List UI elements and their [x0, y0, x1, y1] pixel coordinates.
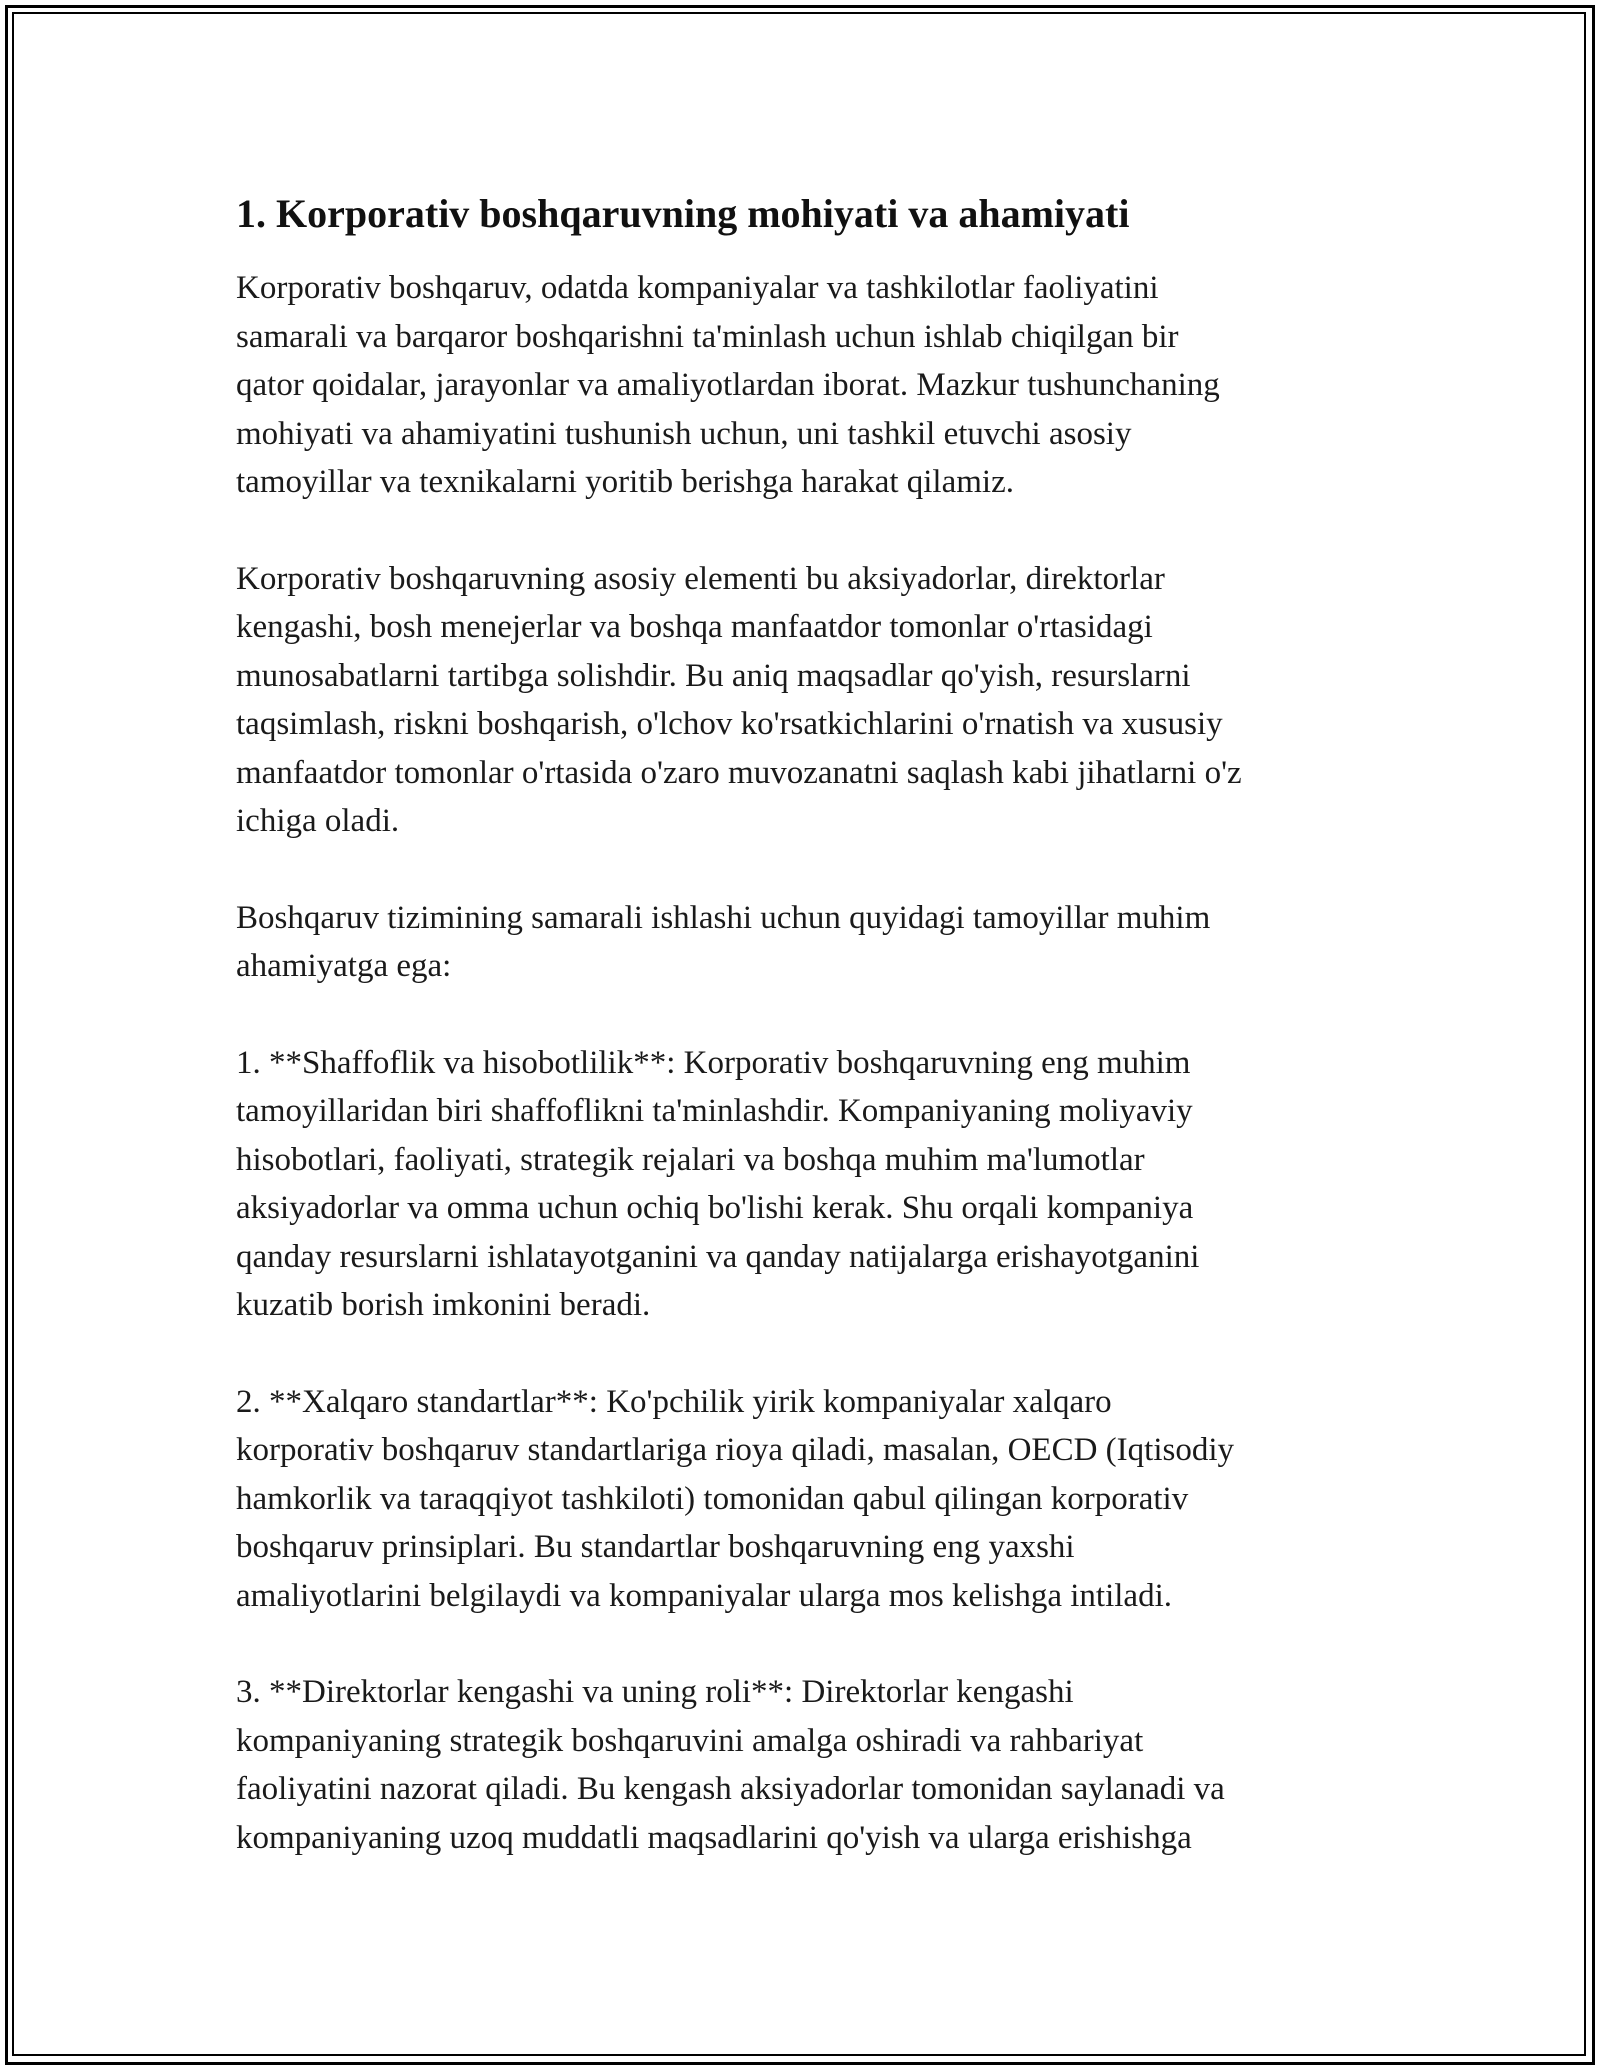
paragraph-principles-intro: Boshqaruv tizimining samarali ishlashi uchun quyidagi tamoyillar muhim ahamiyatga ega: — [236, 899, 1211, 984]
paragraph-key-element: Korporativ boshqaruvning asosiy elementi bu aksiyadorlar, direktorlar kengashi, bosh menejerlar va boshqa manfaatdor tomonlar o'rtasidagi munosabatlarni tartibga solishdir. Bu aniq maqsadlar qo'yish, resurslarni taqsimlash, riskni boshqarish, o'lchov ko'rsatkichlarini o'rnatish va xususiy manfaatdor tomonlar o'rtasida o'zaro muvozanatni saqlash kabi jihatlarni o'z ichiga oladi. — [236, 560, 1242, 839]
list-item-transparency: 1. **Shaffoflik va hisobotlilik**: Korporativ boshqaruvning eng muhim tamoyillaridan biri shaffoflikni ta'minlashdir. Kompaniyaning moliyaviy hisobotlari, faoliyati, strategik rejalari va boshqa muhim ma'lumotlar aksiyadorlar va omma uchun ochiq bo'lishi kerak. Shu orqali kompaniya qanday resurslarni ishlatayotganini va qanday natijalarga erishayotganini kuzatib borish imkonini beradi. — [236, 1044, 1200, 1323]
paragraph-intro: Korporativ boshqaruv, odatda kompaniyalar va tashkilotlar faoliyatini samarali va barqaror boshqarishni ta'minlash uchun ishlab chiqilgan bir qator qoidalar, jarayonlar va amaliyotlardan iborat. Mazkur tushunchaning mohiyati va ahamiyatini tushunish uchun, uni tashkil etuvchi asosiy tamoyillar va texnikalarni yoritib berishga harakat qilamiz. — [236, 270, 1220, 500]
document-body — [236, 182, 1366, 1862]
list-item-board-of-directors: 3. **Direktorlar kengashi va uning roli**: Direktorlar kengashi kompaniyaning strategik boshqaruvini amalga oshiradi va rahbariyat faoliyatini nazorat qiladi. Bu kengash aksiyadorlar tomonidan saylanadi va kompaniyaning uzoq muddatli maqsadlarini qo'yish va ularga erishishga — [236, 1674, 1225, 1856]
list-item-international-standards: 2. **Xalqaro standartlar**: Ko'pchilik yirik kompaniyalar xalqaro korporativ boshqaruv standartlariga rioya qiladi, masalan, OECD (Iqtisodiy hamkorlik va taraqqiyot tashkiloti) tomonidan qabul qilingan korporativ boshqaruv prinsiplari. Bu standartlar boshqaruvning eng yaxshi amaliyotlarini belgilaydi va kompaniyalar ularga mos kelishga intiladi. — [236, 1383, 1235, 1614]
document-title: 1. Korporativ boshqaruvning mohiyati va ahamiyati — [236, 191, 1130, 236]
